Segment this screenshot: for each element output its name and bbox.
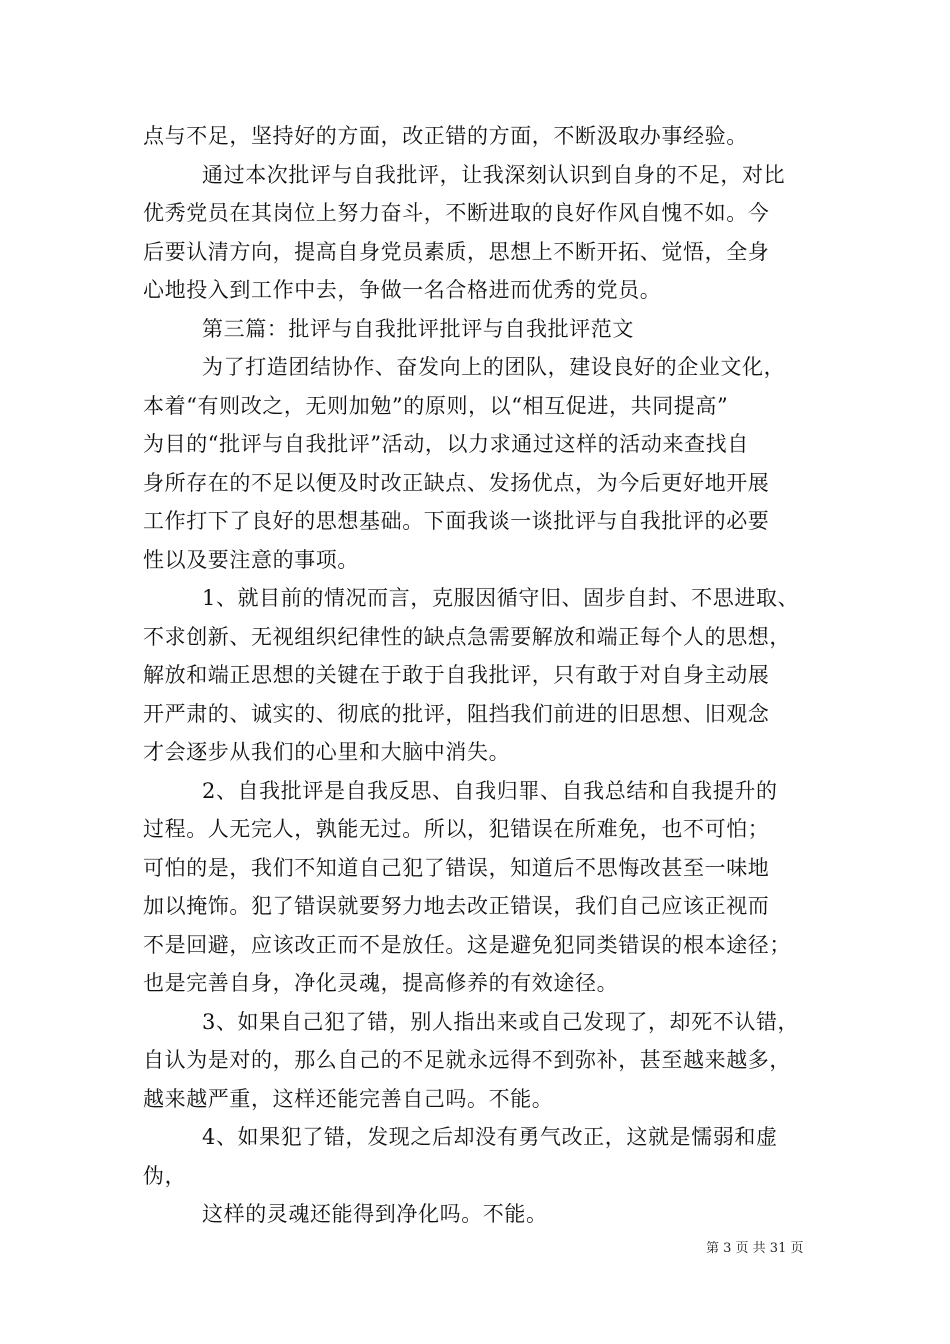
text-line: 性以及要注意的事项。 <box>143 547 359 572</box>
paragraph-start-line: 通过本次批评与自我批评，让我深刻认识到自身的不足，对比 <box>202 162 786 187</box>
paragraph-start-line: 3、如果自己犯了错，别人指出来或自己发现了，却死不认错， <box>202 1009 800 1034</box>
page-number-footer: 第 3 页 共 31 页 <box>706 1241 804 1256</box>
text-line: 也是完善自身，净化灵魂，提高修养的有效途径。 <box>143 971 619 995</box>
paragraph-start-line: 1、就目前的情况而言，克服因循守旧、固步自封、不思进取、 <box>202 586 800 610</box>
text-line: 不是回避，应该改正而不是放任。这是避免犯同类错误的根本途径； <box>143 932 791 957</box>
text-line: 越来越严重，这样还能完善自己吗。不能。 <box>143 1086 554 1111</box>
text-line: 过程。人无完人，孰能无过。所以，犯错误在所难免，也不可怕； <box>143 817 770 841</box>
paragraph-start-line: 4、如果犯了错，发现之后却没有勇气改正，这就是懦弱和虚 <box>202 1125 778 1149</box>
text-line: 可怕的是，我们不知道自己犯了错误，知道后不思悔改甚至一味地 <box>143 855 770 880</box>
text-line: 本着“有则改之，无则加勉”的原则，以“相互促进，共同提高” <box>143 393 729 418</box>
text-line: 点与不足，坚持好的方面，改正错的方面，不断汲取办事经验。 <box>143 124 748 148</box>
text-line: 开严肃的、诚实的、彻底的批评，阻挡我们前进的旧思想、旧观念 <box>143 701 770 726</box>
text-line: 才会逐步从我们的心里和大脑中消失。 <box>143 740 511 764</box>
document-body <box>143 117 813 1234</box>
text-line: 优秀党员在其岗位上努力奋斗，不断进取的良好作风自愧不如。今 <box>143 201 770 225</box>
paragraph-start-line: 2、自我批评是自我反思、自我归罪、自我总结和自我提升的 <box>202 778 778 803</box>
text-line: 不求创新、无视组织纪律性的缺点急需要解放和端正每个人的思想， <box>143 624 791 649</box>
text-line: 解放和端正思想的关键在于敢于自我批评，只有敢于对自身主动展 <box>143 663 770 687</box>
paragraph-start-line: 这样的灵魂还能得到净化吗。不能。 <box>202 1202 548 1226</box>
text-line: 伪， <box>143 1163 187 1188</box>
paragraph-start-line: 为了打造团结协作、奋发向上的团队，建设良好的企业文化， <box>202 355 786 379</box>
text-line: 工作打下了良好的思想基础。下面我谈一谈批评与自我批评的必要 <box>143 509 770 533</box>
text-line: 心地投入到工作中去，争做一名合格进而优秀的党员。 <box>143 278 662 302</box>
text-line: 加以掩饰。犯了错误就要努力地去改正错误，我们自己应该正视而 <box>143 894 770 918</box>
text-line: 后要认清方向，提高自身党员素质，思想上不断开拓、觉悟，全身 <box>143 239 770 264</box>
text-line: 自认为是对的，那么自己的不足就永远得不到弥补，甚至越来越多， <box>143 1048 791 1072</box>
section-heading: 第三篇：批评与自我批评批评与自我批评范文 <box>202 316 634 341</box>
text-line: 身所存在的不足以便及时改正缺点、发扬优点，为今后更好地开展 <box>143 470 770 495</box>
text-line: 为目的“批评与自我批评”活动，以力求通过这样的活动来查找自 <box>143 432 749 456</box>
